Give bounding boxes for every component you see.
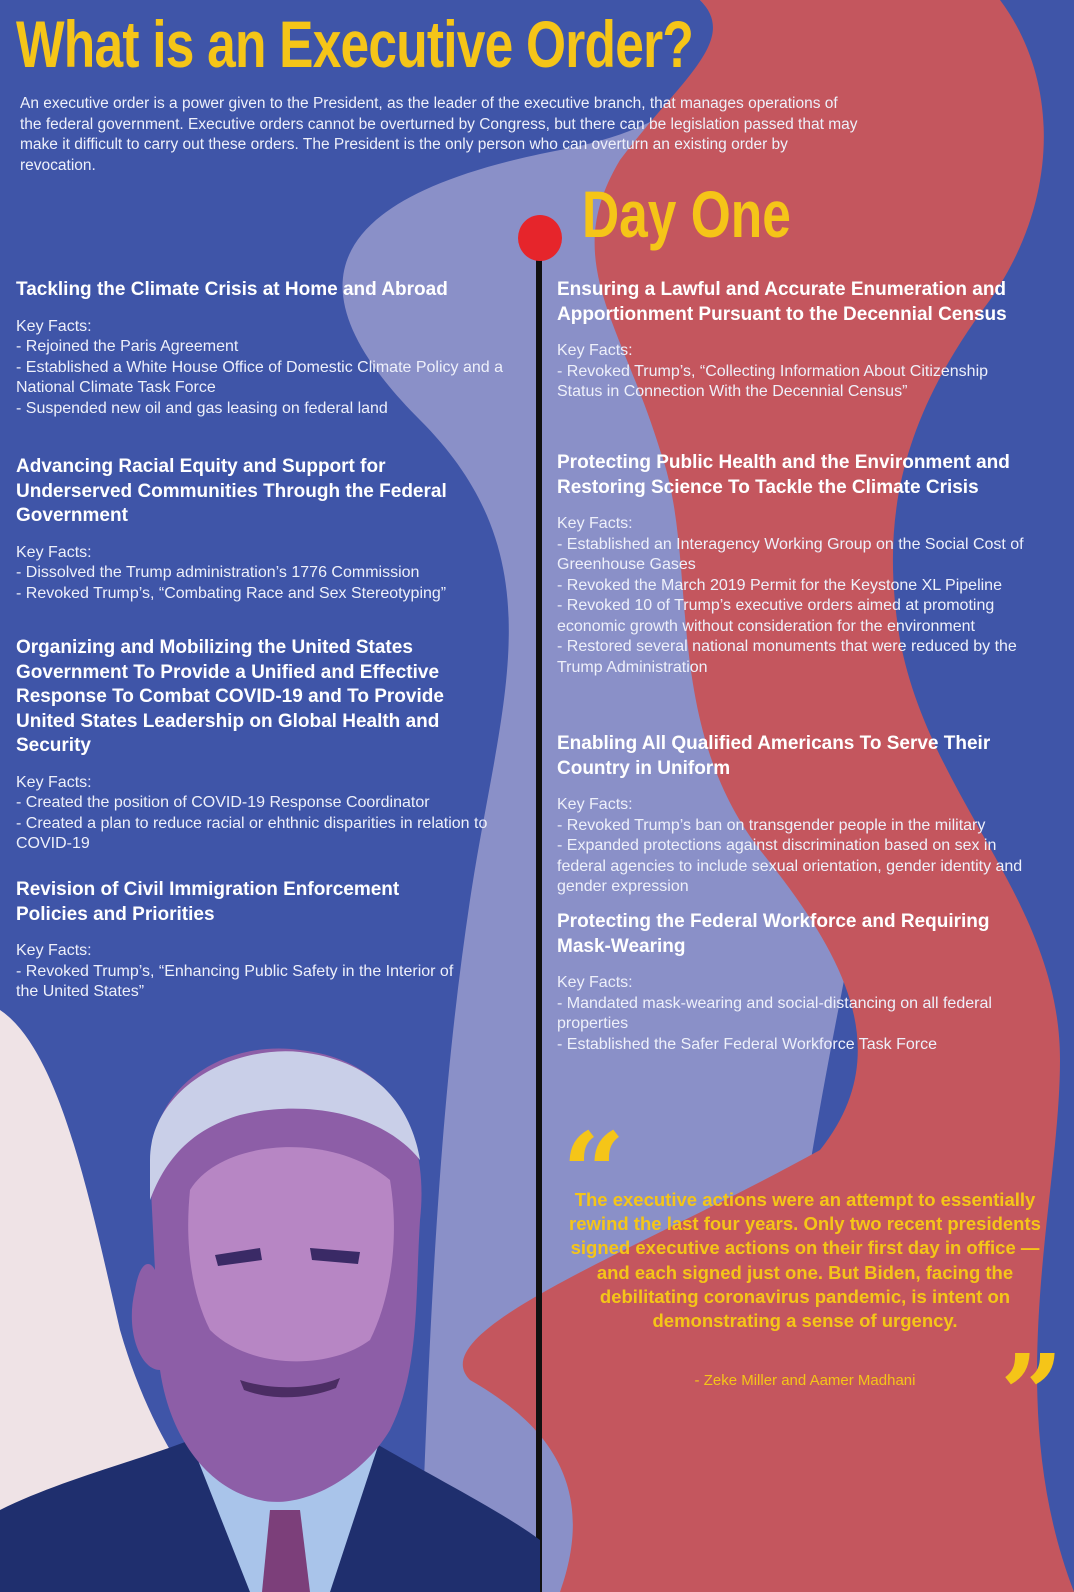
quote-text: The executive actions were an attempt to essentially rewind the last four years. Only two recent presidents signed executive actions on their first day in office — and each signed just one. But Biden, facing the debilitating coronavirus pandemic, is intent on demonstrating a sense of urgency.: [569, 1189, 1041, 1332]
order-heading: Advancing Racial Equity and Support for Underserved Communities Through the Federal Government: [16, 456, 447, 526]
intro-paragraph: An executive order is a power given to the President, as the leader of the executive branch, that manages operations of the federal government. Executive orders cannot be overturned by Congress, but there can be legislation passed that may make it difficult to carry out these orders. The President is the only person who can overturn an existing order by revocation.: [20, 95, 858, 174]
key-fact-item: - Dissolved the Trump administration’s 1776 Commission: [16, 564, 420, 581]
order-heading: Tackling the Climate Crisis at Home and Abroad: [16, 279, 448, 300]
open-quote-icon: “: [562, 1108, 626, 1237]
order-section: [557, 732, 1037, 898]
key-fact-item: - Revoked Trump’s ban on transgender people in the military: [557, 816, 986, 834]
key-facts: [16, 317, 516, 420]
order-section: [557, 910, 1047, 1055]
order-heading: Protecting Public Health and the Environment and Restoring Science To Tackle the Climate Crisis: [557, 452, 1010, 498]
order-heading: Ensuring a Lawful and Accurate Enumeration and Apportionment Pursuant to the Decennial Census: [557, 279, 1007, 325]
key-facts-label: Key Facts:: [557, 515, 633, 532]
key-fact-item: - Revoked the March 2019 Permit for the Keystone XL Pipeline: [557, 576, 1002, 594]
key-facts: [16, 941, 466, 1003]
president-portrait: [0, 1040, 540, 1592]
key-facts-label: Key Facts:: [16, 543, 92, 561]
key-facts: [557, 795, 1037, 898]
close-quote-icon: ”: [1000, 1330, 1064, 1459]
key-facts: [16, 773, 506, 855]
key-fact-item: - Revoked 10 of Trump’s executive orders aimed at promoting economic growth without consideration for the environment: [557, 597, 995, 635]
key-facts-label: Key Facts:: [557, 796, 633, 813]
key-facts-label: Key Facts:: [16, 317, 92, 335]
order-heading: Organizing and Mobilizing the United States Government To Provide a Unified and Effective Response To Combat COVID-19 and To Provide United States Leadership on Global Health and Security: [16, 637, 444, 756]
order-section: [16, 636, 506, 855]
key-fact-item: - Revoked Trump’s, “Enhancing Public Safety in the Interior of the United States”: [16, 962, 454, 1000]
key-fact-item: - Established an Interagency Working Group on the Social Cost of Greenhouse Gases: [557, 535, 1024, 573]
key-facts: [557, 341, 1037, 403]
order-heading: Protecting the Federal Workforce and Requiring Mask-Wearing: [557, 911, 990, 957]
key-fact-item: - Revoked Trump’s, “Combating Race and Sex Stereotyping”: [16, 584, 447, 602]
key-fact-item: - Rejoined the Paris Agreement: [16, 338, 239, 355]
key-facts-label: Key Facts:: [557, 974, 633, 991]
key-fact-item: - Mandated mask-wearing and social-distancing on all federal properties: [557, 994, 992, 1032]
order-section: [16, 455, 456, 604]
key-fact-item: - Restored several national monuments that were reduced by the Trump Administration: [557, 638, 1017, 676]
order-heading: Enabling All Qualified Americans To Serve Their Country in Uniform: [557, 733, 991, 779]
order-section: [16, 878, 466, 1003]
key-fact-item: - Suspended new oil and gas leasing on federal land: [16, 399, 388, 417]
day-one-heading: Day One: [582, 177, 791, 251]
key-facts-label: Key Facts:: [16, 942, 92, 959]
order-section: [557, 278, 1037, 403]
page-title: What is an Executive Order?: [16, 7, 693, 81]
key-facts: [557, 973, 1047, 1055]
key-facts: [16, 543, 456, 605]
key-facts-label: Key Facts:: [16, 773, 92, 791]
order-section: [557, 451, 1027, 678]
key-fact-item: - Established the Safer Federal Workforce Task Force: [557, 1035, 938, 1053]
timeline-dot: [518, 215, 562, 261]
key-fact-item: - Created the position of COVID-19 Response Coordinator: [16, 794, 430, 811]
key-fact-item: - Created a plan to reduce racial or ehthnic disparities in relation to COVID-19: [16, 814, 488, 852]
quote-author: - Zeke Miller and Aamer Madhani: [694, 1372, 916, 1389]
key-facts: [557, 514, 1027, 678]
order-section: [16, 278, 516, 419]
order-heading: Revision of Civil Immigration Enforcement Policies and Priorities: [16, 879, 400, 925]
key-fact-item: - Established a White House Office of Domestic Climate Policy and a National Climate Task Force: [16, 358, 504, 396]
key-facts-label: Key Facts:: [557, 342, 633, 359]
key-fact-item: - Expanded protections against discrimination based on sex in federal agencies to include sexual orientation, gender identity and gender expression: [557, 837, 1023, 895]
key-fact-item: - Revoked Trump’s, “Collecting Information About Citizenship Status in Connection With the Decennial Census”: [557, 362, 989, 400]
